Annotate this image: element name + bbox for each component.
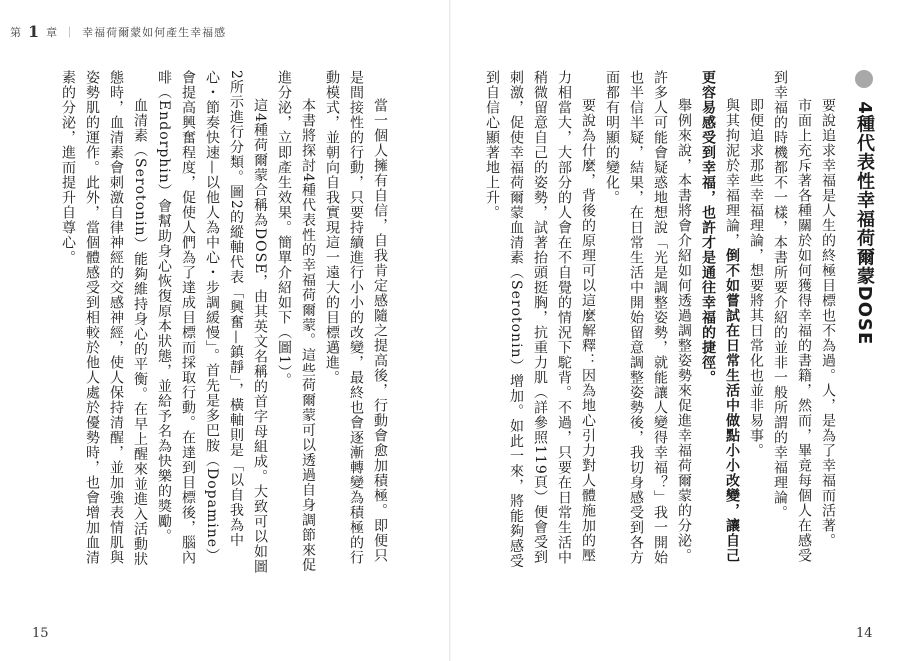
- chapter-title: 幸福荷爾蒙如何產生幸福感: [82, 25, 227, 39]
- chapter-suffix: 章: [46, 25, 59, 39]
- paragraph: 即便追求那些幸福理論，想要將其日常化也並非易事。: [748, 98, 764, 458]
- left-page-body: [60, 70, 392, 575]
- book-gutter: [449, 0, 451, 661]
- paragraph-with-emphasis: [696, 70, 744, 575]
- page-number-right: 14: [856, 626, 873, 641]
- paragraph: 當一個人擁有自信，自我肯定感隨之提高後，行動會愈加積極。即便只是間接性的行動，只要持續進行小小的改變，最終也會逐漸轉變為積極的行動模式，並朝向自我實現這一遠大的目標邁進。: [324, 70, 388, 565]
- paragraph: 本書將探討4種代表性的幸福荷爾蒙。這些荷爾蒙可以透過自身調節來促進分泌，立即產生效果。簡單介紹如下（圖1）。: [276, 70, 316, 573]
- right-page-body: [460, 70, 880, 575]
- section-bullet-icon: [855, 70, 873, 88]
- page-number-left: 15: [32, 626, 49, 641]
- paragraph: 血清素（Serotonin）能夠維持身心的平衡。在早上醒來並進入活動狀態時，血清素會刺激自律神經的交感神經，使人保持清醒，並加強表情肌與姿勢肌的運作。此外，當個體感受到相較於他人處於優勢時，也會增加血清素的分泌，進而提升自尊心。: [60, 70, 148, 567]
- chapter-prefix: 第: [10, 25, 22, 39]
- paragraph: 要說追求幸福是人生的終極目標也不為過。人，是為了幸福而活著。: [820, 98, 836, 548]
- section-title-text: 4種代表性幸福荷爾蒙DOSE: [854, 101, 875, 346]
- chapter-header: [10, 22, 226, 41]
- paragraph-lead: 與其拘泥於幸福理論，: [724, 98, 740, 248]
- section-title: [848, 70, 880, 575]
- paragraph: 這4種荷爾蒙合稱為DOSE，由其英文名稱的首字母組成。大致可以如圖2所示進行分類。圖2的縱軸代表「興奮—鎮靜」，橫軸則是「以自我為中心・節奏快速—以他人為中心・步調緩慢」。首先是多巴胺（Dopamine）會提高興奮程度，促使人們為了達成目標而採取行動。在達到目標後，腦內啡（Endorphin）會幫助身心恢復原本狀態，並給予名為快樂的獎勵。: [156, 70, 268, 575]
- bold-key-sentence: 倒不如嘗試在日常生活中做點小小改變，讓自己更容易感受到幸福，也許才是通往幸福的捷徑。: [700, 70, 740, 563]
- paragraph: 市面上充斥著各種關於如何獲得幸福的書籍，然而，畢竟每個人在感受到幸福的時機都不一樣，本書所要介紹的並非一般所謂的幸福理論。: [772, 70, 812, 563]
- paragraph: 舉例來說，本書將會介紹如何透過調整姿勢來促進幸福荷爾蒙的分泌。許多人可能會疑惑地想說「光是調整姿勢，就能讓人變得幸福？」我一開始也半信半疑，結果，在日常生活中開始留意調整姿勢後，我切身感受到各方面都有明顯的變化。: [604, 70, 692, 565]
- chapter-number: 1: [28, 22, 41, 41]
- header-separator: ｜: [64, 25, 77, 39]
- paragraph: 要說為什麼，背後的原理可以這麼解釋：因為地心引力對人體施加的壓力相當大，大部分的人會在不自覺的情況下駝背。不過，只要在日常生活中稍微留意自己的姿勢，試著抬頭挺胸，抗重力肌（詳參照119頁）便會受到刺激，促使幸福荷爾蒙血清素（Serotonin）增加。如此一來，將能夠感受到自信心顯著地上升。: [484, 70, 596, 569]
